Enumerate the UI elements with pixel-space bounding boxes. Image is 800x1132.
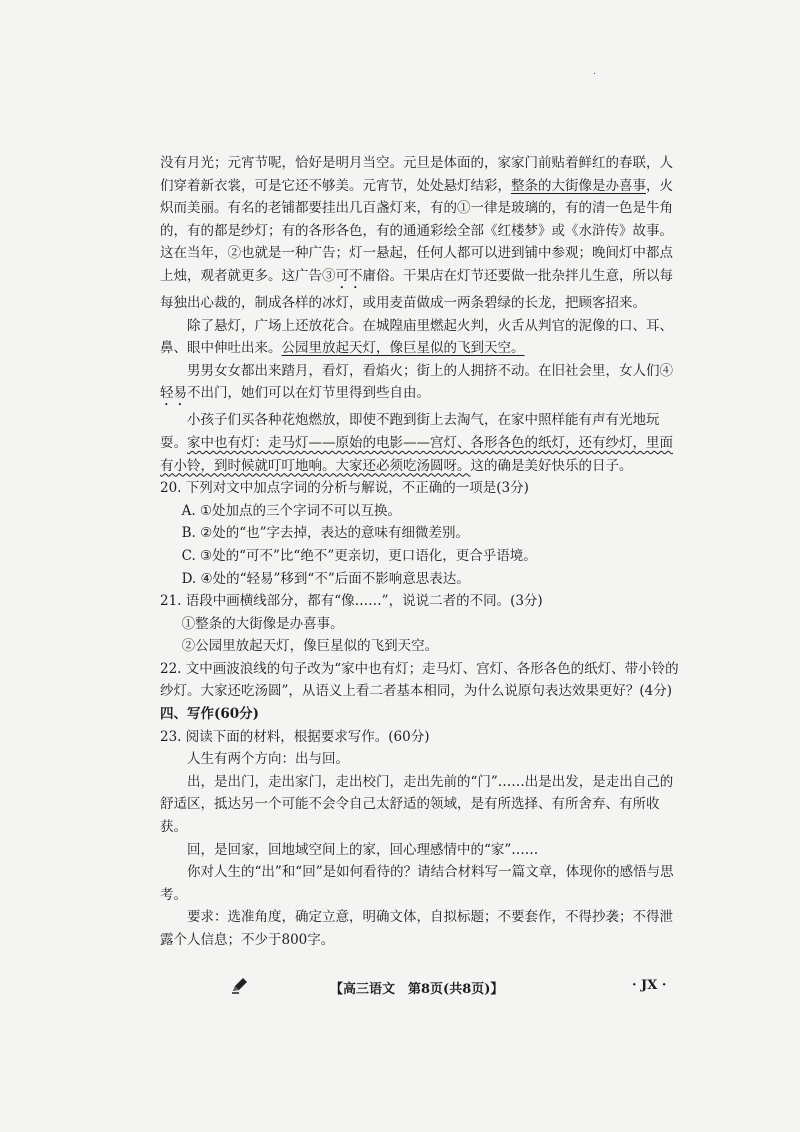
question-23-stem: 23. 阅读下面的材料，根据要求写作。(60分): [160, 728, 430, 745]
passage-paragraph-2: 除了悬灯，广场上还放花合。在城隍庙里燃起火判，火舌从判官的泥像的口、耳、鼻、眼中伸吐出来。公园里放起天灯，像巨星似的飞到天空。: [160, 317, 673, 357]
passage-paragraph-4: 小孩子们买各种花炮燃放，即使不跑到街上去淘气，在家中照样能有声有光地玩耍。家中也有灯：走马灯——原始的电影——宫灯、各形各色的纸灯，还有纱灯，里面有小铃，到时候就叮叮地响。大家还必须吃汤圆呀。这的确是美好快乐的日子。: [160, 412, 673, 474]
footer-code: · JX ·: [632, 978, 667, 993]
task-prompt: 你对人生的“出”和“回”是如何看待的？请结合材料写一篇文章，体现你的感悟与思考。: [160, 864, 674, 903]
question-22: 22. 文中画波浪线的句子改为“家中也有灯；走马灯、宫灯、各形各色的纸灯、带小铃的纱灯。大家还吃汤圆”，从语义上看二者基本相同，为什么说原句表达效果更好？(4分): [160, 660, 679, 700]
dotted-word-4: 轻易: [160, 385, 187, 402]
footer-page-info: 【高三语文 第8页(共8页)】: [330, 982, 504, 997]
pencil-icon: [230, 975, 250, 995]
question-20-option-b: B. ②处的“也”字去掉，表达的意味有细微差别。: [181, 525, 470, 542]
passage-paragraph-3: 男男女女都出来踏月，看灯，看焰火；街上的人拥挤不动。在旧社会里，女人们④轻易不出门，她们可以在灯节里得到些自由。: [160, 362, 673, 402]
question-21-sentence-1: ①整条的大街像是办喜事。: [181, 615, 344, 632]
wavy-sentence: 家中也有灯：走马灯——原始的电影——宫灯、各形各色的纸灯，还有纱灯，里面有小铃，到时候就叮叮地响。大家还必须吃汤圆呀。: [160, 434, 673, 474]
question-20-option-a: A. ①处加点的三个字词不可以互换。: [181, 502, 402, 519]
scan-dot: .: [593, 66, 597, 77]
question-21-stem: 21. 语段中画横线部分，都有“像……”，说说二者的不同。(3分): [160, 593, 543, 610]
underlined-sentence-2: 公园里放起天灯，像巨星似的飞到天空。: [281, 340, 525, 357]
material-line-3: 回，是回家，回地域空间上的家，回心理感情中的“家”……: [187, 841, 539, 858]
question-20-option-c: C. ③处的“可不”比“绝不”更亲切，更口语化，更合乎语境。: [181, 547, 537, 564]
material-line-1: 人生有两个方向：出与回。: [187, 751, 349, 768]
question-21-sentence-2: ②公园里放起天灯，像巨星似的飞到天空。: [181, 638, 439, 655]
material-line-2: 出，是出门，走出家门，走出校门，走出先前的“门”……出是出发，是走出自己的舒适区，抵达另一个可能不会令自己太舒适的领域，是有所选择、有所舍弃、有所收获。: [160, 773, 674, 836]
passage-paragraph-1: 没有月光；元宵节呢，恰好是明月当空。元旦是体面的，家家门前贴着鲜红的春联，人们穿着新衣裳，可是它还不够美。元宵节，处处悬灯结彩，整条的大街像是办喜事，火炽而美丽。有名的老铺都要挂出几百盏灯来，有的①一律是玻璃的，有的清一色是牛角的，有的都是纱灯；有的各形各色，有的通通彩绘全部《红楼梦》或《水浒传》故事。这在当年，②也就是一种广告；灯一悬起，任何人都可以进到铺中参观；晚间灯中都点上烛，观者就更多。这广告③可不庸俗。干果店在灯节还要做一批杂拌儿生意，所以每每独出心裁的，制成各样的冰灯，或用麦苗做成一两条碧绿的长龙，把顾客招来。: [160, 155, 673, 311]
question-20-stem: 20. 下列对文中加点字词的分析与解说，不正确的一项是(3分): [160, 480, 529, 497]
exam-content: [160, 152, 680, 952]
writing-requirements: 要求：选准角度，确定立意，明确文体，自拟标题；不要套作，不得抄袭；不得泄露个人信息；不少于800字。: [160, 909, 673, 948]
question-20-option-d: D. ④处的“轻易”移到“不”后面不影响意思表达。: [181, 570, 470, 587]
underlined-sentence-1: 整条的大街像是办喜事: [511, 177, 646, 194]
section-4-header: 四、写作(60分): [160, 706, 260, 723]
dotted-word-3: 可不: [335, 267, 363, 284]
